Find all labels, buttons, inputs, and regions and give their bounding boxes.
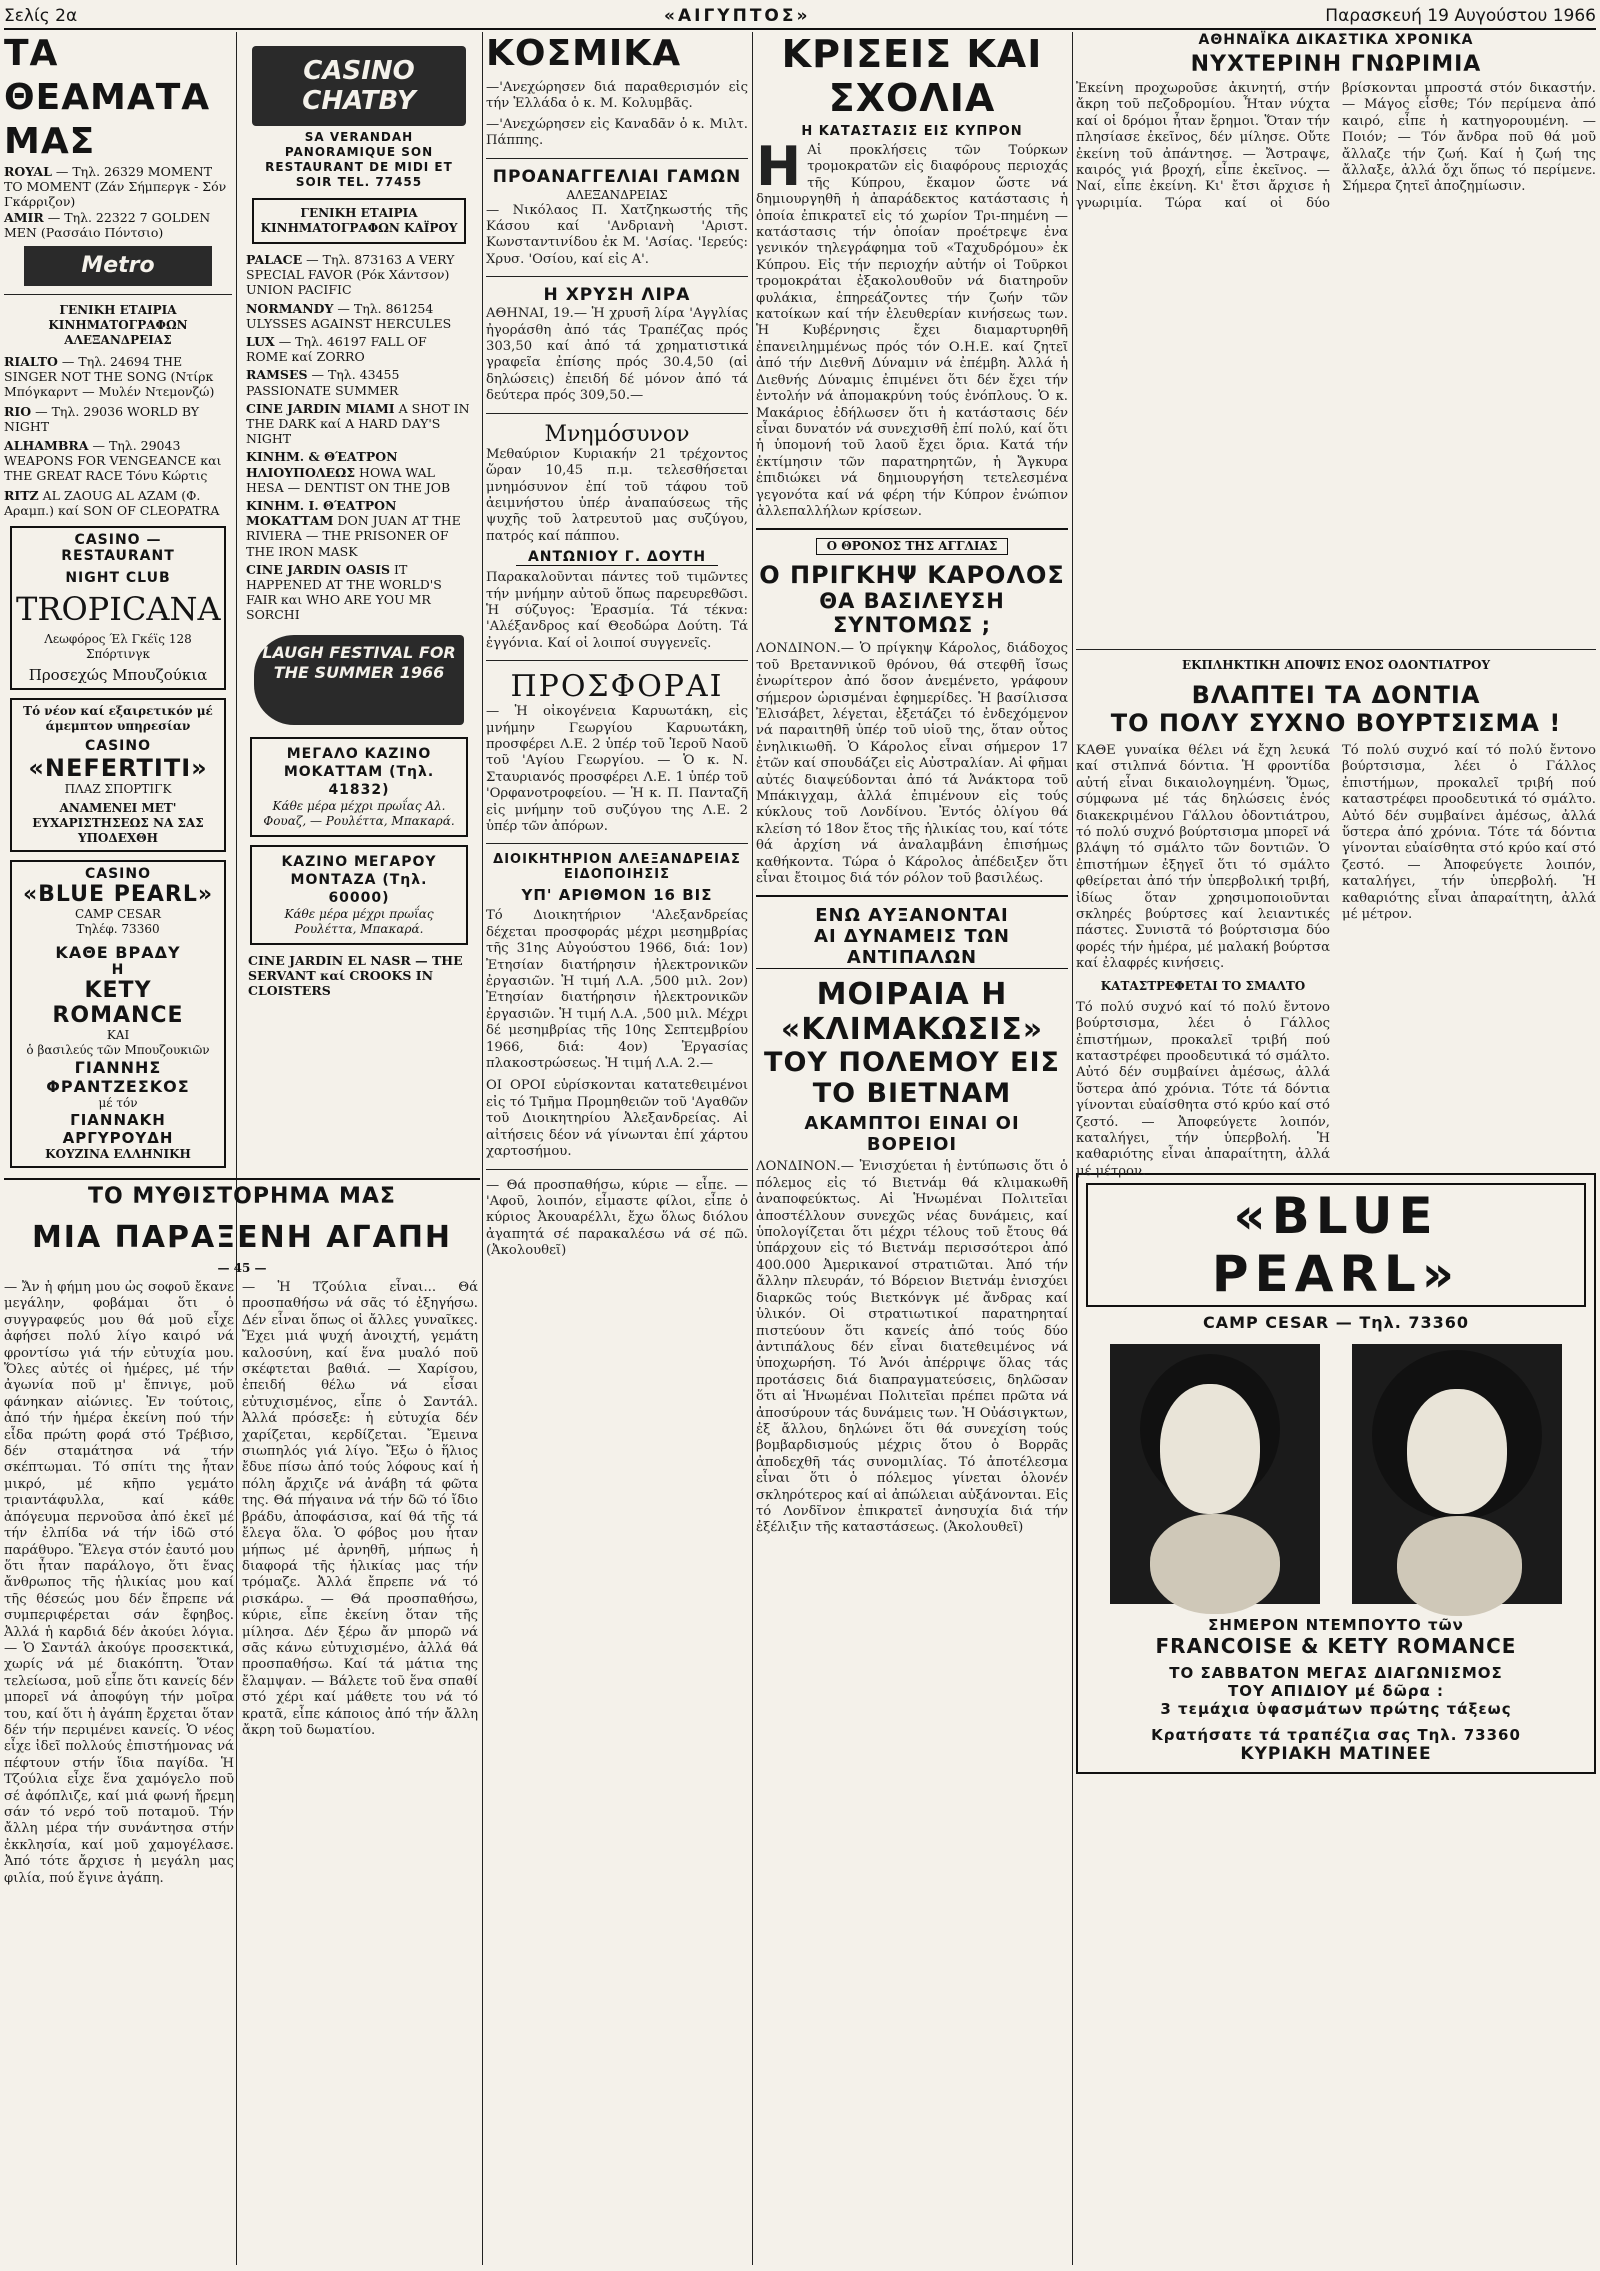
drop-cap: Η: [756, 135, 802, 198]
cairo-company: [252, 198, 466, 244]
cinema-entry: RAMSES — Τηλ. 43455 PASSIONATE SUMMER: [246, 367, 400, 398]
commentary-column: [756, 32, 1068, 2265]
page-number: Σελίς 2α: [4, 6, 78, 26]
ad-line: ΚΟΥΖΙΝΑ ΕΛΛΗΝΙΚΗ: [45, 1147, 191, 1162]
cinema-entry: NORMANDY — Τηλ. 861254 ULYSSES AGAINST HERCULES: [246, 300, 452, 331]
article-subheadline: ΑΚΑΜΠΤΟΙ ΕΙΝΑΙ ΟΙ ΒΟΡΕΙΟΙ: [804, 1113, 1020, 1156]
ad-camp: CAMP CESAR — Τηλ. 73360: [1202, 1313, 1470, 1332]
ad-name: TROPICANA: [16, 590, 221, 629]
ad-line: Τηλέφ. 73360: [76, 922, 160, 937]
ad-line: Η: [111, 962, 125, 979]
social-note: —'Ανεχώρησεν διά παραθερισμόν εἰς τήν Ἑλλάδα ὁ κ. Μ. Κολυμβᾶς.: [486, 80, 748, 112]
section-title: ΚΡΙΣΕΙΣ ΚΑΙ ΣΧΟΛΙΑ: [781, 32, 1043, 120]
column-rule: [752, 32, 753, 2265]
cinema-list: [240, 252, 478, 623]
ad-line: ΑΝΑΜΕΝΕΙ ΜΕΤ' ΕΥΧΑΡΙΣΤΗΣΕΩΣ ΝΑ ΣΑΣ ΥΠΟΔΕΧΘΗ: [32, 801, 204, 846]
dental-left: [1076, 743, 1330, 1179]
article-kicker: ΕΝΩ ΑΥΞΑΝΟΝΤΑΙ: [815, 905, 1009, 927]
ad-line: KETY ROMANCE: [52, 978, 184, 1029]
ad-name: ΜΕΓΑΛΟ ΚΑΖΙΝΟ ΜΟΚΑΤΤΑΜ (Τηλ. 41832): [283, 745, 435, 798]
tropicana-ad: [10, 526, 226, 690]
engagements-title: ΠΡΟΑΝΑΓΓΕΛΙΑΙ ΓΑΜΩΝ: [492, 166, 742, 187]
ad-line: NIGHT CLUB: [65, 570, 171, 587]
ad-act: FRANCOISE & KETY ROMANCE: [1155, 1634, 1517, 1658]
ad-line: ΚΑΙ: [106, 1028, 130, 1043]
blue-pearl-big-ad: [1076, 1173, 1596, 1774]
page-header: [4, 2, 1596, 30]
social-note: —'Ανεχώρησεν εἰς Καναδᾶν ὁ κ. Μιλτ. Πάππης.: [486, 116, 748, 149]
cinema-entry: ΚΙΝΗΜ. & ΘΈΑΤΡΟΝ ΗΛΙΟΥΠΟΛΕΩΣ HOWA WAL HESA — DENTIST ON THE JOB: [246, 449, 451, 495]
cinema-entry: CINE JARDIN MIAMI A SHOT IN THE DARK καί A HARD DAY'S NIGHT: [246, 400, 470, 447]
cinema-entry: RIO — Τηλ. 29036 WORLD BY NIGHT: [4, 403, 200, 434]
upper-laugh-festival-ad: LAUGH FESTIVAL FOR THE SUMMER 1966: [254, 635, 464, 725]
metro-banner: Metro: [24, 246, 212, 286]
novel-continuation: — Θά προσπαθήσω, κύριε — εἶπε. — 'Αφοῦ, λοιπόν, εἶμαστε φίλοι, εἶπε ὁ κύριος Ἀκουαρέλλι, ἔχω ὅλως διόλου ἀγαπητά σέ παρακαλέσω νά σέ πῶ. (Ἀκολουθεῖ): [486, 1177, 748, 1259]
ad-address: Λεωφόρος Έλ Γκέϊς 128 Σπόρτινγκ: [44, 632, 192, 662]
memorial-text: Μεθαύριον Κυριακήν 21 τρέχοντος ὥραν 10,45 π.μ. τελεσθήσεται μνημόσυνον ἐπί τοῦ τάφου τοῦ ἀειμνήστου ὑπέρ ἀναπαύσεως τῆς ψυχῆς τοῦ λατρευτοῦ μας συζύγου, πατρός καί πάππου.: [486, 446, 748, 544]
singer-photo-right: [1352, 1344, 1562, 1604]
ad-line: ΚΑΘΕ ΒΡΑΔΥ: [55, 943, 181, 963]
ad-line: CAMP CESAR: [75, 907, 161, 922]
ad-line: CASINO — RESTAURANT: [61, 532, 175, 565]
ad-line: Τό νέον καί εξαιρετικόν μέ άμεμπτον υπηρεσίαν: [23, 704, 213, 734]
ad-info: Κάθε μέρα μέχρι πρωΐας Αλ. Φουαζ, — Ρουλέττα, Μπακαρά.: [263, 798, 455, 828]
novel-text-right: — Ἡ Τζούλια εἶναι... Θά προσπαθήσω νά σᾶς τό ἐξηγήσω. Δέν εἶναι ὅπως οἱ ἄλλες γυναῖκες. Ἔχει μιά ψυχή ἀνοιχτή, γεμάτη καλοσύνη, καί ἕνα μυαλό ποῦ σκέφτεται βαθιά. — Χαρίσου, ἐπειδή θέλω νά εἶσαι εὐτυχισμένος, εἶπε ὁ Σαντάλ. Ἀλλά πρόσεξε: ἡ εὐτυχία δέν χαρίζεται, κερδίζεται. Ἔμεινα σιωπηλός γιά λίγο. Ἔξω ὁ ἥλιος ἔδυε πίσω ἀπό τούς λόφους καί ἡ πόλη ἄρχιζε νά ἀνάβη τά φῶτα της. Θά πήγαινα νά τήν δῶ τό ἴδιο βράδυ, ἀποφάσισα, καί θά τῆς τά ἔλεγα ὅλα. Ὁ φόβος μου ἦταν μήπως μέ ἀρνηθῆ, μήπως ἡ διαφορά τῆς ἡλικίας μας τήν τρόμαζε. Ἀλλά ἔπρεπε νά τό ρισκάρω. — Θά προσπαθήσω, κύριε, εἶπε ἐκείνη ὅταν τῆς μίλησα. Δέν ξέρω ἄν μπορῶ νά σᾶς κάνω εὐτυχισμένο, ἀλλά θά προσπαθήσω. Καί τά μάτια της ἔλαμψαν. — Βάλετε τοῦ ἕνα σπαθί στό χέρι καί μάθετε του νά τό κρατᾶ, εἶπε κάποιος ἀπό τήν ἄλλη ἄκρη τοῦ δωματίου.: [242, 1280, 478, 1738]
gold-text: ΑΘΗΝΑΙ, 19.— Ἡ χρυσῆ λίρα 'Αγγλίας ἠγοράσθη ἀπό τάς Τραπέζας πρός 303,50 καί ἀπό τά χρηματιστικά γραφεῖα ἐπίσης πρός 30.4,50 (αἱ δηλώσεις) ἐπειδή δέ μόνον ἀπό τά δεύτερα πρός 309,50.—: [486, 306, 748, 404]
cinema-list: [4, 164, 232, 240]
chatby-subtitle: SA VERANDAH PANORAMIQUE SON RESTAURANT DE MIDI ET SOIR TEL. 77455: [265, 130, 453, 189]
ad-address: ΠΛΑΖ ΣΠΟΡΤΙΓΚ: [64, 782, 172, 797]
dental-text: Τό πολύ συχνό καί τό πολύ ἔντονο βούρτσισμα, λέει ὁ Γάλλος ἐπιστήμων, προκαλεῖ τριβή πού καταστρέφει προοδευτικά τό σμάλτο. Αὐτό δέν συμβαίνει ἀμέσως, ἀλλά ὕστερα ἀπό χρόνια. Τότε τά δόντια γίνονται εὐαίσθητα στό κρύο καί στό ζεστό. — Ἀποφεύγετε λοιπόν, καταλήγει, τήν ὑπερβολή. Ἡ καθαριότης εἶναι ἀπαραίτητη, ἀλλά μέ μέτρον.: [1076, 999, 1330, 1179]
ad-name: ΚΑΖΙΝΟ ΜΕΓΑΡΟΥ ΜΟΝΤΑΖΑ (Τηλ. 60000): [281, 853, 437, 906]
ad-line: ΤΟΥ ΑΠΙΔΙΟΥ μέ δῶρα :: [1227, 1682, 1445, 1700]
article-headline: ΤΟ ΠΟΛΥ ΣΥΧΝΟ ΒΟΥΡΤΣΙΣΜΑ !: [1110, 709, 1562, 737]
column-rule: [482, 32, 483, 2265]
singer-photo-left: [1110, 1344, 1320, 1604]
admin-number: ΥΠ' ΑΡΙΘΜΟΝ 16 ΒΙΣ: [521, 886, 713, 905]
memorial-details: Παρακαλοῦνται πάντες τοῦ τιμῶντες τήν μνήμην αὐτοῦ ὅπως παρευρεθῶσι. Ἡ σύζυγος: Ἐρασμία. Τά τέκνα: 'Αλέξανδρος καί Θεοδώρα Δούτη. Τά ἐγγόνια. Καί οἱ λοιποί συγγενεῖς.: [486, 570, 748, 651]
article-headline: ΘΑ ΒΑΣΙΛΕΥΣΗ ΣΥΝΤΟΜΩΣ ;: [819, 589, 1005, 638]
ad-line: ΣΗΜΕΡΟΝ ΝΤΕΜΠΟΥΤΟ τῶν: [1208, 1616, 1464, 1634]
dental-subhead: ΚΑΤΑΣΤΡΕΦΕΤΑΙ ΤΟ ΣΜΑΛΤΟ: [1100, 978, 1306, 993]
article-text: Αἱ προκλήσεις τῶν Τούρκων τρομοκρατῶν εἰς διαφόρους περιοχάς τῆς Κύπρου, ἔκαμον ὥστε νά δημιουργηθῆ ἡ ἀπαράδεκτος κατάστασις ἡ ὁποία ἐπικρατεῖ εἰς τό χωρίον Τρι-πημένη — κατάστασις τήν ὁποίαν προέτρεψε ἐνα γενικόν τηλεγράφημα τοῦ «Ταχυδρόμου» ἐκ Κύπρου. Εἰς τήν περιοχήν αὐτήν οἱ Τοῦρκοι τρομοκράται ἐξακολουθοῦν νά διατηροῦν φυλάκια, ἐπηρεάζοντες τήν ζωήν τῶν κατοίκων καί τήν ἐλευθερίαν κινήσεως των. Ἡ Κυβέρνησις ἔχει διαμαρτυρηθῆ ἐπανειλημμένως πρός τόν Ο.Η.Ε. καί ζητεῖ ἀπό τήν Διεθνῆ Δύναμιν νά ἐπέμβη. Ἀλλά ἡ Διεθνής Δύναμις ἐπιμένει ὅτι δέν ἔχει τήν ἐντολήν νά ἀπομακρύνη τούς ἐνόπλους. Ὁ κ. Μακάριος ἐδήλωσεν ὅτι ἡ κατάστασις δέν εἶναι δυνατόν νά συνεχισθῆ ἐπί πολύ, καί ὅτι ἡ ὑπομονή τοῦ λαοῦ ἔχει ὅρια. Κατά τήν ἐκτίμησιν τῶν παρατηρητῶν, ἡ Ἄγκυρα ἐπιδιώκει νά δημιουργήση τετελεσμένα γεγονότα καί νά φέρη τήν Κύπρον ἐνώπιον ἀλλεπαλλήλων κρίσεων.: [756, 143, 1068, 519]
newspaper-name: «ΑΙΓΥΠΤΟΣ»: [664, 6, 811, 26]
court-article: Ἐκείνη προχωροῦσε ἀκινητή, στήν ἄκρη τοῦ πεζοδρομίου. Ἦταν νύχτα καί οἱ δρόμοι ἦταν ἔρημοι. Ὅταν τήν πλησίασε ἐκεῖνος, δέν μίλησε. Οὔτε ἐκείνη τοῦ ἀπάντησε. — Ἄστραψε, καιρός γιά βροχή, εἶπε ἐκεῖνος. — Ναί, εἶπε ἐκείνη. Κι' ἔτσι ἄρχισε ἡ γνωριμία. Τώρα καί οἱ δύο βρίσκονται μπροστά στόν δικαστήν. — Μάγος εἶσθε; Τόν περίμενα ἀπό καιρό, εἶπε ἡ κατηγορουμένη. — Ποιόν; — Τόν ἄνδρα ποῦ θά μοῦ ἄλλαζε τήν ζωή. Καί ἡ ζωή της ἄλλαξε, ἀλλά ὄχι ὅπως τό περίμενε. Σήμερα ζητεῖ ἀποζημίωσιν.: [1076, 81, 1596, 211]
novel-title: ΜΙΑ ΠΑΡΑΞΕΝΗ ΑΓΑΠΗ: [31, 1220, 453, 1255]
ad-line: ΤΟ ΣΑΒΒΑΤΟΝ ΜΕΓΑΣ ΔΙΑΓΩΝΙΣΜΟΣ: [1169, 1664, 1503, 1682]
offers-text: — Ἡ οἰκογένεια Καρυωτάκη, εἰς μνήμην Γεωργίου Καρυωτάκη, προσφέρει Λ.Ε. 2 ὑπέρ τοῦ Ἱεροῦ Ναοῦ τοῦ 'Αγίου Γεωργίου. — Ὁ κ. Ν. Σταυριανός προσφέρει Λ.Ε. 1 ὑπέρ τοῦ 'Ορφανοτροφείου. — Ἡ κ. Π. Πανταζῆ εἰς μνήμην τοῦ συζύγου της Λ.Ε. 2 ὑπέρ τῶν ἀπόρων.: [486, 704, 748, 834]
cinema-entry: CINE JARDIN OASIS IT HAPPENED AT THE WORLD'S FAIR και WHO ARE YOU MR SORCHI: [246, 561, 442, 623]
social-column: [486, 32, 748, 2265]
article-subtitle: Η ΚΑΤΑΣΤΑΣΙΣ ΕΙΣ ΚΥΠΡΟΝ: [801, 124, 1023, 139]
admin-subtitle: ΕΙΔΟΠΟΙΗΣΙΣ: [563, 867, 671, 883]
ad-line: ΓΙΑΝΝΑΚΗ ΑΡΓΥΡΟΥΔΗ: [62, 1111, 174, 1148]
article-headline: ΝΥΧΤΕΡΙΝΗ ΓΝΩΡΙΜΙΑ: [1190, 52, 1482, 77]
gold-title: Η ΧΡΥΣΗ ΛΙΡΑ: [543, 285, 691, 306]
cinema-entry: ΚΙΝΗΜ. Ι. ΘΈΑΤΡΟΝ ΜΟΚΑΤΤΑΜ DON JUAN AT THE RIVIERA — THE PRISONER OF THE IRON MASK: [246, 498, 461, 559]
ad-line: ΚΥΡΙΑΚΗ ΜΑΤΙΝΕΕ: [1240, 1744, 1432, 1764]
cinema-entry: ALHAMBRA — Τηλ. 29043 WEAPONS FOR VENGEANCE και THE GREAT RACE Τόνυ Κώρτις: [4, 438, 222, 484]
issue-date: Παρασκευή 19 Αυγούστου 1966: [1325, 6, 1596, 26]
mokattam-ad: [250, 737, 468, 837]
section-title: ΤΑ ΘΕΑΜΑΤΑ ΜΑΣ: [4, 33, 211, 162]
novel-installment: — 45 —: [217, 1261, 267, 1275]
ad-line: CASINO: [84, 738, 152, 755]
cairo-cinema-column: [240, 32, 478, 1172]
cinema-entry: ROYAL — Τηλ. 26329 MOMENT TO MOMENT (Ζάν Σήμπεργκ - Σόν Γκάρριζον): [4, 164, 227, 210]
article-headline: ΤΟΥ ΠΟΛΕΜΟΥ ΕΙΣ ΤΟ ΒΙΕΤΝΑΜ: [764, 1047, 1060, 1110]
ad-line: CASINO: [84, 866, 152, 883]
chatby-logo: CASINO CHATBY: [252, 46, 466, 126]
engagements-subtitle: ΑΛΕΞΑΝΔΡΕΙΑΣ: [566, 187, 668, 202]
article-headline: ΜΟΙΡΑΙΑ Η «ΚΛΙΜΑΚΩΣΙΣ»: [780, 977, 1044, 1048]
offers-title: ΠΡΟΣΦΟΡΑΙ: [510, 669, 724, 705]
column-rule: [1072, 32, 1073, 2265]
company-name: ΓΕΝΙΚΗ ΕΤΑΙΡΙΑ ΚΙΝΗΜΑΤΟΓΡΑΦΩΝ ΑΛΕΞΑΝΔΡΕΙΑΣ: [48, 303, 188, 348]
admin-orders: ΟΙ ΟΡΟΙ εὑρίσκονται κατατεθειμένοι εἰς τό Τμῆμα Προμηθειῶν τοῦ 'Αγαθῶν τοῦ Διοικητηρίου Ἀλεξανδρείας. Αἱ αἰτήσεις δέον νά γίνωνται ἐπί χάρτου χαρτοσήμου.: [486, 1078, 748, 1160]
ad-name: «NEFERTITI»: [28, 754, 208, 783]
cinema-entry: CINE JARDIN EL NASR — THE SERVANT καί CROOKS IN CLOISTERS: [248, 952, 463, 999]
blue-pearl-ad: [10, 860, 226, 1168]
section-title: ΚΟΣΜΙΚΑ: [486, 33, 682, 74]
throne-article: ΛΟΝΔΙΝΟΝ.— Ὁ πρίγκηψ Κάρολος, διάδοχος τοῦ Βρεταννικοῦ θρόνου, θά στεφθῆ ἴσως ἐνωρίτερον ἀπό ὅσον ἀνεμένετο, γράφουν σήμερον ὡρισμέναι ἐφημερίδες. Ἡ βασίλισσα Ἐλισάβετ, λέγεται, ἐξετάζει τό ἐνδεχόμενον νά παραιτηθῆ ὑπέρ τοῦ υἱοῦ της, ὅταν οὗτος ἐνηλικιωθῆ. Ὁ Κάρολος εἶναι σήμερον 17 ἐτῶν καί σπουδάζει εἰς Αὐστραλίαν. Αἱ φῆμαι αὐτές διαψεύδονται ἀπό τά Ἀνάκτορα τοῦ Μπάκιγχαμ, ἀλλά ἐπιμένουν εἰς τούς κύκλους τοῦ Λονδίνου. Ἐντός ὀλίγου θά κλείση τό 18ον ἔτος τῆς ἡλικίας του, καί τότε θά ἀρχίση νά ἀναλαμβάνη ἐπισήμως καθήκοντα. Τώρα ὁ Κάρολος ἀπέδειξεν ὅτι εἶναι ἔτοιμος διά τόν ρόλον τοῦ βασιλέως.: [756, 641, 1068, 887]
nefertiti-ad: [10, 698, 226, 852]
section-divider: [4, 1178, 480, 1180]
company-name: ΓΕΝΙΚΗ ΕΤΑΙΡΙΑ ΚΙΝΗΜΑΤΟΓΡΑΦΩΝ ΚΑΪΡΟΥ: [260, 206, 458, 235]
article-headline: ΒΛΑΠΤΕΙ ΤΑ ΔΟΝΤΙΑ: [1191, 681, 1481, 709]
cinema-entry: AMIR — Τηλ. 22322 7 GOLDEN MEN (Ρασσάιο Πόντσιο): [4, 209, 211, 240]
ad-line: Προσεχώς Μπουζούκια: [28, 666, 208, 685]
article-headline: Ο ΠΡΙΓΚΗΨ ΚΑΡΟΛΟΣ: [759, 561, 1065, 590]
entertainment-column: [4, 32, 232, 1172]
novel-text-left: — Ἄν ἡ φήμη μου ὡς σοφοῦ ἔκανε μεγάλην, φοβάμαι ὅτι ὁ συγγραφεύς μου θά μοῦ εἶχε ἀφήσει πολύ λίγο καιρό νά φροντίσω γιά τήν εὐτυχία μου. Ὅλες αὐτές οἱ ἡμέρες, μέ τήν ἀγωνία ποῦ μ' ἔπνιγε, μοῦ φάνηκαν αἰώνιες. Ἐν τούτοις, ἀπό τήν ἡμέρα ἐκείνη πού τήν εἶδα πρώτη φορά στό Τρέβισο, δέν σταμάτησα νά τήν σκέπτωμαι. Τό σπίτι της ἦταν μικρό, μέ κῆπο γεμάτο τριαντάφυλλα, καί κάθε ἀπόγευμα περνοῦσα ἀπό ἐκεῖ μέ τήν ἐλπίδα νά τήν ἰδῶ στό παράθυρο. Ἔλεγα στόν ἑαυτό μου ὅτι ἦταν παράλογο, ὅτι ἕνας ἄνθρωπος τῆς ἡλικίας μου καί τῆς θέσεώς μου δέν ἔπρεπε νά συμπεριφέρεται σάν ἔφηβος. Ἀλλά ἡ καρδιά δέν ἀκούει λόγια. — Ὁ Σαντάλ ἀκούγε προσεκτικά, χωρίς νά μέ διακόπτη. Ὅταν τελείωσα, μοῦ εἶπε ὅτι κανείς δέν μπορεῖ νά ἀποφύγη τήν μοῖρα του, καί ὅτι ἡ ἀγάπη ἔρχεται ὅταν δέν τήν περιμένει κανείς. Ὁ νέος εἶχε ἰδεῖ πολλούς ἐπιστήμονας νά πέφτουν στήν ἴδια παγίδα. Ἡ Τζούλια εἶχε ἕνα χαμόγελο ποῦ σέ ἀφόπλιζε, καί μιά φωνή ἤρεμη σάν τό νερό τοῦ ποταμοῦ. Τήν ἄλλη μέρα τήν συνάντησα στήν ἐκκλησία, καί μοῦ χαμογέλασε. Ἀπό τότε ἄρχισε ἡ μεγάλη μας φιλία, πού ἔγινε ἀγάπη.: [4, 1280, 234, 1886]
deceased-name: ΑΝΤΩΝΙΟΥ Γ. ΔΟΥΤΗ: [516, 549, 718, 566]
montazah-ad: [250, 845, 468, 945]
ad-line: ΓΙΑΝΝΗΣ ΦΡΑΝΤΖΕΣΚΟΣ: [46, 1058, 190, 1097]
cinema-entry: RIALTO — Τηλ. 24694 THE SINGER NOT THE SONG (Ντίρκ Μπόγκαρντ — Μυλέν Ντεμονζώ): [4, 354, 215, 400]
admin-text: Τό Διοικητήριον 'Αλεξανδρείας δέχεται προσφοράς μέχρι μεσημβρίας τῆς 31ης Αὐγούστου 1966, διά: 1ον) Ἐτησίαν διατήρησιν ἠλεκτρονικῶν ἐργασιῶν. Ἡ τιμή Λ.Α. ,500 μιλ. 2ον) Ἐτησίαν διατήρησιν ἠλεκτρονικῶν ἐργασιῶν. Ἡ τιμή Λ.Α. ,500 μιλ. Μέχρι δέ μεσημβρίας τῆς 10ης Σεπτεμβρίου 1966, διά: 4ον) Ἐργασίας πλακοστρώσεως. Ἡ τιμή Λ.Α. 2.—: [486, 908, 748, 1072]
novel-section-title: ΤΟ ΜΥΘΙΣΤΟΡΗΜΑ ΜΑΣ: [88, 1184, 396, 1209]
cinema-entry: PALACE — Τηλ. 873163 A VERY SPECIAL FAVOR (Ρόκ Χάντσον) UNION PACIFIC: [246, 252, 455, 298]
article-kicker: Ο ΘΡΟΝΟΣ ΤΗΣ ΑΓΓΛΙΑΣ: [816, 538, 1008, 555]
ad-line: μέ τόν: [98, 1096, 138, 1111]
cyprus-article: [756, 135, 1068, 520]
article-kicker: ΕΚΠΛΗΚΤΙΚΗ ΑΠΟΨΙΣ ΕΝΟΣ ΟΔΟΝΤΙΑΤΡΟΥ: [1181, 658, 1491, 672]
ad-info: Κάθε μέρα μέχρι πρωΐας Ρουλέττα, Μπακαρά.: [284, 906, 434, 936]
dental-right: Τό πολύ συχνό καί τό πολύ ἔντονο βούρτσισμα, λέει ὁ Γάλλος ἐπιστήμων, προκαλεῖ τριβή πού καταστρέφει προοδευτικά τό σμάλτο. Αὐτό δέν συμβαίνει ἀμέσως, ἀλλά ὕστερα ἀπό χρόνια. Τότε τά δόντια γίνονται εὐαίσθητα στό κρύο καί στό ζεστό. — Ἀποφεύγετε λοιπόν, καταλήγει, τήν ὑπερβολή. Ἡ καθαριότης εἶναι ἀπαραίτητη, ἀλλά μέ μέτρον.: [1342, 743, 1596, 923]
ad-name: «BLUE PEARL»: [1086, 1183, 1586, 1307]
cinema-entry: LUX — Τηλ. 46197 FALL OF ROME καί ZORRO: [246, 334, 427, 365]
vietnam-article: ΛΟΝΔΙΝΟΝ.— Ἐνισχύεται ἡ ἐντύπωσις ὅτι ὁ πόλεμος εἰς τό Βιετνάμ θά κλιμακωθῆ ἀναποφεύκτως. Αἱ Ἡνωμέναι Πολιτεῖαι ἀποστέλλουν συνεχῶς νέας δυνάμεις, καί ὑπολογίζεται ὅτι μέχρι τέλους τοῦ ἔτους θά ὑπάρχουν εἰς τό Βιετνάμ περισσότεροι ἀπό 400.000 Ἀμερικανοί στρατιῶται. Ἀπό τήν ἄλλην πλευράν, τό Βόρειον Βιετνάμ ἐνισχύει διαρκῶς τούς Βιετκόνγκ μέ ἄνδρας καί ὑλικόν. Οἱ στρατιωτικοί παρατηρηταί πιστεύουν ὅτι κανείς ἀπό τούς δύο ἀντιπάλους δέν εἶναι διατεθειμένος νά ὑποχωρήση. Τό Ἀνόι ἀπέρριψε ὅλας τάς προτάσεις διά διαπραγματεύσεις, δηλῶσαν ὅτι αἱ Ἡνωμέναι Πολιτεῖαι πρέπει πρῶτα νά ἀποσύρουν τάς δυνάμεις των. Ἡ Οὐάσιγκτων, ἐξ ἄλλου, δηλώνει ὅτι θά συνεχίση τούς βομβαρδισμούς μέχρις ὅτου ὁ Βορρᾶς ἀποδεχθῆ τάς συνομιλίας. Τό ἀποτέλεσμα εἶναι ὅτι ὁ πόλεμος γίνεται ὁλονέν σκληρότερος καί αἱ ἀπώλειαι αὐξάνονται. Εἰς τό Λονδῖνον ἐπικρατεῖ ἀνησυχία διά τήν ἐξέλιξιν τῆς καταστάσεως. (Ἀκολουθεῖ): [756, 1159, 1068, 1536]
right-column: [1076, 32, 1596, 2265]
admin-title: ΔΙΟΙΚΗΤΗΡΙΟΝ ΑΛΕΞΑΝΔΡΕΙΑΣ: [493, 852, 741, 868]
article-kicker: ΑΙ ΔΥΝΑΜΕΙΣ ΤΩΝ ΑΝΤΙΠΑΛΩΝ: [756, 926, 1068, 969]
ad-line: Κρατήσατε τά τραπέζια σας Τηλ. 73360: [1151, 1726, 1521, 1744]
cinema-list: [4, 354, 232, 518]
ad-name: «BLUE PEARL»: [22, 882, 214, 908]
engagements-text: — Νικόλαος Π. Χατζηκωστής τῆς Κάσου καί 'Ανδριανὴ 'Αριστ. Κωνσταντινίδου ἐκ Μ. 'Ασίας. 'Ιερεύς: Χρυσ. 'Οσίου, καί εἰς Α'.: [486, 202, 748, 267]
cinema-entry: RITZ AL ZAOUG AL AZAM (Φ. Αραμπ.) καί SON OF CLEOPATRA: [4, 487, 220, 518]
article-kicker: ΑΘΗΝΑΪΚΑ ΔΙΚΑΣΤΙΚΑ ΧΡΟΝΙΚΑ: [1198, 32, 1474, 48]
memorial-title: Μνημόσυνον: [544, 421, 690, 447]
ad-line: ὁ βασιλεύς τῶν Μπουζουκιῶν: [26, 1043, 210, 1058]
ad-line: 3 τεμάχια ὑφασμάτων πρώτης τάξεως: [1160, 1700, 1512, 1718]
novel-section: [4, 1184, 480, 2264]
dental-text: ΚΑΘΕ γυναίκα θέλει νά ἔχη λευκά καί στιλπνά δόντια. Ἡ φροντίδα αὐτή εἶναι δικαιολογημένη. Ὅμως, σύμφωνα μέ τάς δηλώσεις ἑνός διακεκριμένου Γάλλου ὀδοντιάτρου, τό πολύ συχνό βούρτσισμα μπορεῖ νά βλάψη τό σμάλτο τῶν δοντιῶν. Ὁ ἐπιστήμων ἐξηγεῖ ὅτι τό σμάλτο φθείρεται ἀπό τήν ὑπερβολική τριβή, ἰδίως ὅταν χρησιμοποιοῦνται σκληρές βούρτσες καί λειαντικές πάστες. Συνιστᾶ τό βούρτσισμα δύο φορές τήν ἡμέρα, μέ μαλακή βούρτσα καί ἐλαφρές κινήσεις.: [1076, 743, 1330, 972]
